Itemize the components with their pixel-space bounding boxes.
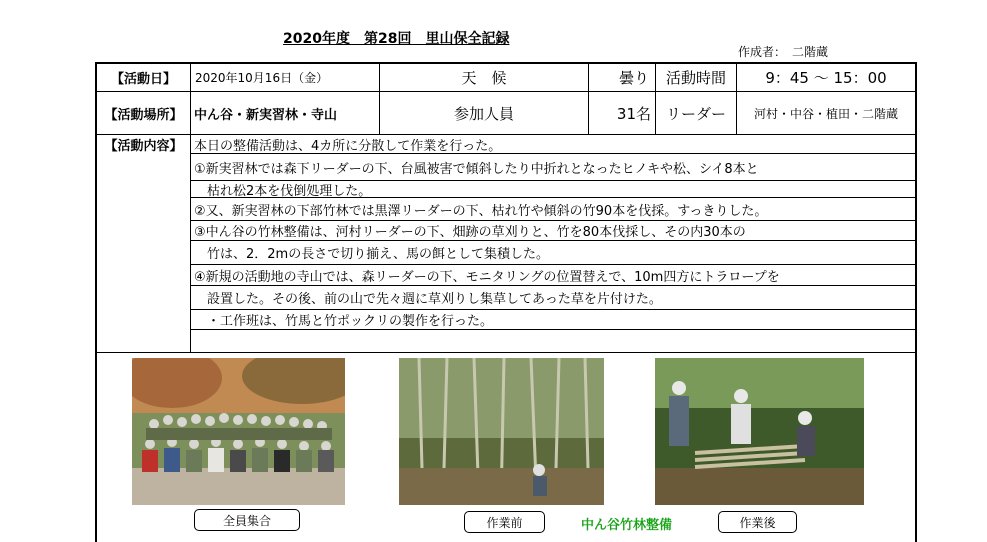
bamboo-maintenance-caption: 中ん谷竹林整備 (581, 518, 673, 533)
content-line: ②又、新実習林の下部竹林では黒澤リーダーの下、枯れ竹や傾斜の竹90本を伐採。すっきりした。 (194, 203, 768, 219)
activity-time-label: 活動時間 (665, 69, 726, 87)
author: 作成者： 二階蔵 (738, 45, 829, 59)
before-work-photo (399, 358, 604, 505)
content-line: ③中ん谷の竹林整備は、河村リーダーの下、畑跡の草刈りと、竹を80本伐採し、その内30本の (194, 225, 746, 240)
activity-date-label: 【活動日】 (110, 72, 176, 87)
record-sheet (95, 62, 917, 542)
activity-content-label: 【活動内容】 (104, 138, 183, 153)
leader-label: リーダー (665, 104, 726, 123)
activity-place: 中ん谷・新実習林・寺山 (194, 107, 338, 123)
participants-count: 31名 (616, 104, 651, 123)
content-line: 設置した。その後、前の山で先々週に草刈りし集草してあった草を片付けた。 (194, 292, 662, 307)
content-line: 枯れ松2本を伐倒処理した。 (194, 183, 372, 197)
content-line: ①新実習林では森下リーダーの下、台風被害で傾斜したり中折れとなったヒノキや松、シイ8本と (194, 161, 759, 177)
page-title: 2020年度 第28回 里山保全記録 (283, 31, 510, 47)
photo-caption-after: 作業後 (718, 511, 797, 533)
weather-value: 曇り (618, 69, 649, 87)
content-line (191, 330, 915, 352)
after-work-photo (655, 358, 864, 505)
photo-caption-all-members: 全員集合 (194, 509, 300, 531)
activity-place-label: 【活動場所】 (104, 107, 183, 123)
content-line: ・工作班は、竹馬と竹ポックリの製作を行った。 (194, 314, 494, 329)
participants-label: 参加人員 (453, 104, 514, 123)
weather-label: 天 候 (461, 69, 507, 87)
leader-names: 河村・中谷・植田・二階蔵 (753, 106, 898, 121)
group-photo (132, 358, 345, 505)
content-line: ④新規の活動地の寺山では、森リーダーの下、モニタリングの位置替えで、10m四方にトラロープを (194, 269, 780, 285)
activity-time: 9：45 ～ 15：00 (765, 69, 887, 87)
photo-caption-before: 作業前 (464, 511, 545, 533)
content-line: 本日の整備活動は、4カ所に分散して作業を行った。 (194, 138, 502, 153)
content-line: 竹は、2．2mの長さで切り揃え、馬の餌として集積した。 (194, 247, 549, 262)
activity-date: 2020年10月16日（金） (195, 71, 329, 85)
